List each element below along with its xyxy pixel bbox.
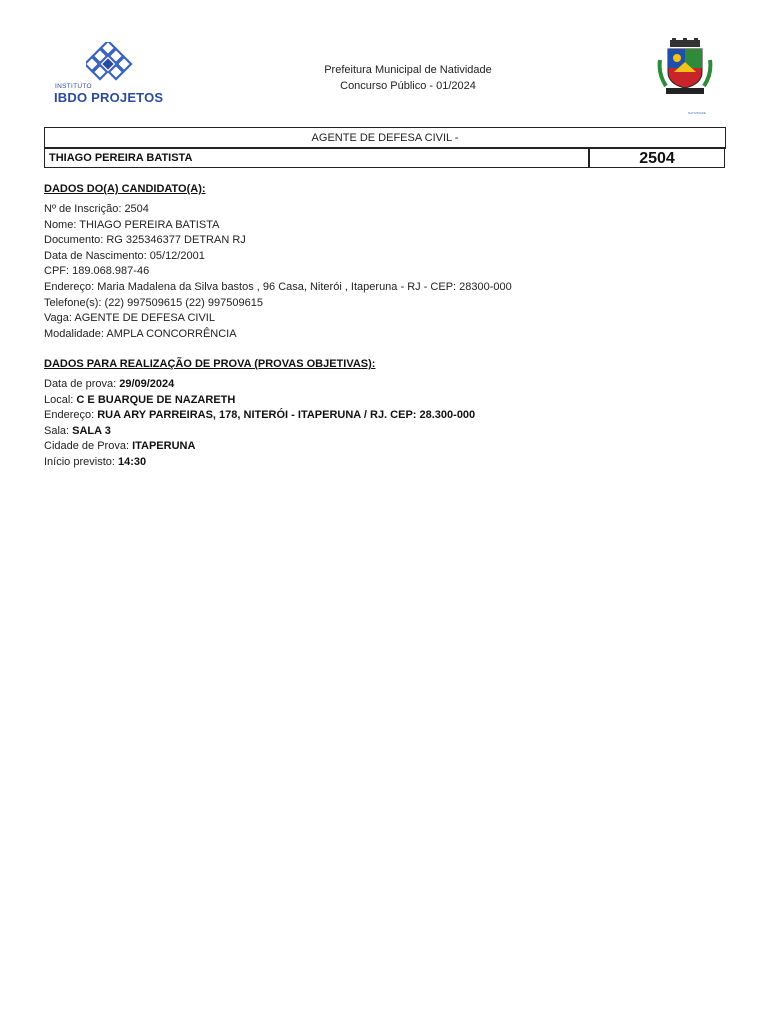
exam-room-label: Sala: (44, 424, 73, 437)
exam-date-label: Data de prova: (44, 378, 120, 390)
document-line: Documento: RG 325346377 DETRAN RJ (44, 234, 246, 247)
municipality-name: Prefeitura Municipal de Natividade (324, 64, 492, 76)
exam-location-line (44, 393, 475, 409)
exam-location-label: Local: (44, 393, 77, 406)
exam-date-line (44, 377, 475, 393)
header-text (238, 62, 578, 94)
exam-start-label: Início previsto: (44, 455, 118, 468)
exam-date-value: 29/09/2024 (119, 378, 175, 390)
exam-city-label: Cidade de Prova: (44, 440, 133, 453)
name-line: Nome: THIAGO PEREIRA BATISTA (44, 218, 220, 231)
candidate-name-cell: THIAGO PEREIRA BATISTA (44, 147, 589, 168)
municipal-crest (656, 38, 714, 98)
diamond-lattice-icon (86, 42, 134, 82)
exam-location-value: C E BUARQUE DE NAZARETH (76, 393, 236, 406)
exam-address-value: RUA ARY PARREIRAS, 178, NITERÓI - ITAPERUNA / RJ. CEP: 28.300-000 (97, 409, 476, 422)
exam-city-value: ITAPERUNA (132, 440, 196, 453)
ibdo-logo (52, 42, 172, 106)
modality-line: Modalidade: AMPLA CONCORRÊNCIA (44, 327, 237, 340)
contest-name: Concurso Público - 01/2024 (340, 80, 476, 92)
logo-small-text: INSTITUTO (55, 83, 92, 90)
position-title: AGENTE DE DEFESA CIVIL - (44, 127, 726, 149)
exam-section-title: DADOS PARA REALIZAÇÃO DE PROVA (PROVAS OBJETIVAS): (44, 358, 376, 370)
crest-caption: NATIVIDADE (688, 111, 706, 115)
registration-number-cell: 2504 (589, 147, 725, 168)
exam-address-line (44, 408, 475, 424)
exam-address-label: Endereço: (44, 409, 98, 422)
exam-room-line (44, 424, 475, 440)
exam-city-line (44, 439, 475, 455)
candidate-details (44, 202, 512, 342)
coat-of-arms-icon (656, 38, 714, 98)
vacancy-line: Vaga: AGENTE DE DEFESA CIVIL (44, 312, 215, 325)
exam-start-value: 14:30 (117, 455, 147, 468)
birthdate-line: Data de Nascimento: 05/12/2001 (44, 249, 205, 262)
logo-main-text: IBDO PROJETOS (54, 90, 164, 105)
address-line: Endereço: Maria Madalena da Silva bastos , 96 Casa, Niterói , Itaperuna - RJ - CEP: 28300-000 (44, 280, 512, 293)
candidate-section-title: DADOS DO(A) CANDIDATO(A): (44, 183, 206, 195)
exam-start-line (44, 455, 475, 471)
registration-line: Nº de Inscrição: 2504 (44, 203, 149, 215)
phone-line: Telefone(s): (22) 997509615 (22) 997509615 (44, 296, 263, 309)
exam-details (44, 377, 475, 471)
exam-room-value: SALA 3 (72, 424, 111, 437)
cpf-line: CPF: 189.068.987-46 (44, 265, 150, 278)
